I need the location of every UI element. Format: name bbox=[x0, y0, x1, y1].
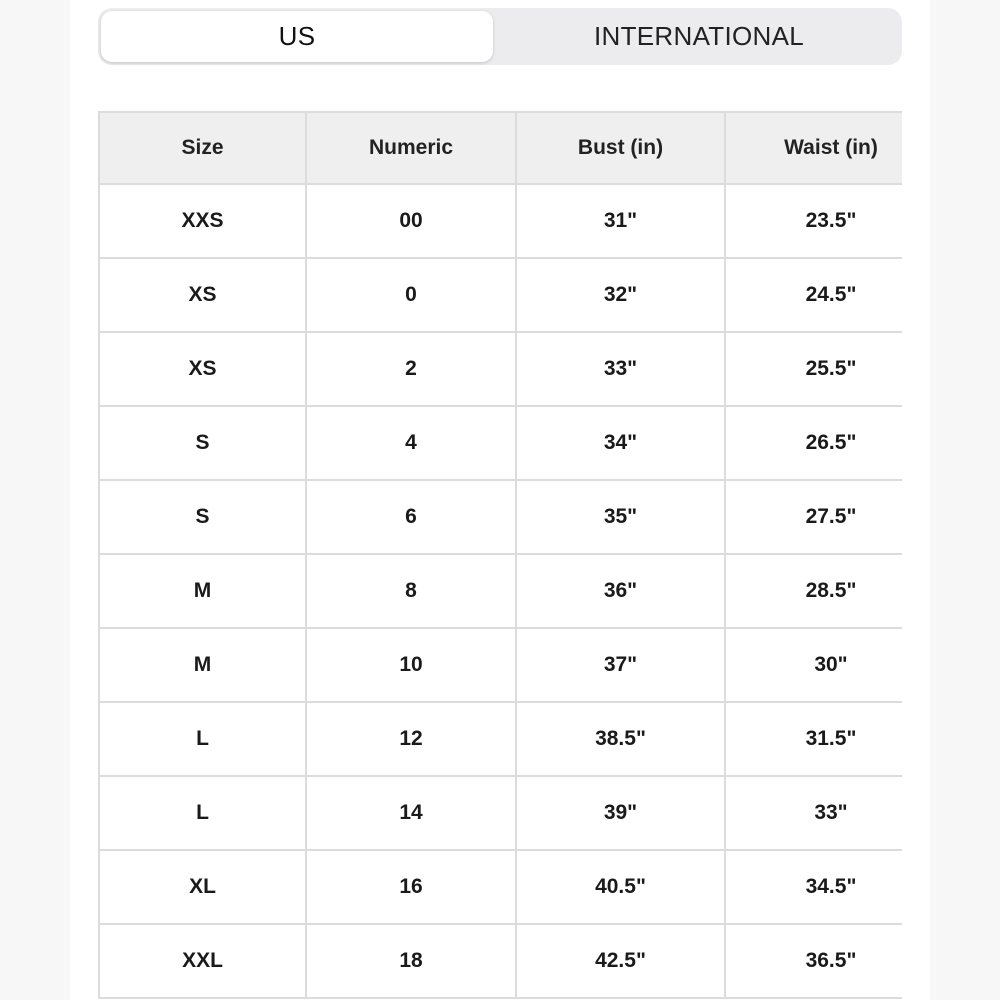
size-cell: M bbox=[99, 628, 306, 702]
numeric-cell: 12 bbox=[306, 702, 516, 776]
size-cell: XS bbox=[99, 332, 306, 406]
table-row bbox=[99, 924, 902, 998]
size-cell: XL bbox=[99, 850, 306, 924]
table-row bbox=[99, 702, 902, 776]
table-row bbox=[99, 850, 902, 924]
table-row bbox=[99, 480, 902, 554]
size-cell: S bbox=[99, 480, 306, 554]
size-cell: XS bbox=[99, 258, 306, 332]
waist-cell: 33" bbox=[725, 776, 902, 850]
table-row bbox=[99, 628, 902, 702]
tab-us[interactable]: US bbox=[101, 11, 493, 62]
waist-cell: 28.5" bbox=[725, 554, 902, 628]
bust-cell: 34" bbox=[516, 406, 725, 480]
size-cell: L bbox=[99, 776, 306, 850]
region-segmented-control bbox=[98, 8, 902, 65]
bust-cell: 36" bbox=[516, 554, 725, 628]
waist-cell: 25.5" bbox=[725, 332, 902, 406]
numeric-cell: 14 bbox=[306, 776, 516, 850]
header-waist: Waist (in) bbox=[725, 112, 902, 184]
waist-cell: 34.5" bbox=[725, 850, 902, 924]
numeric-cell: 6 bbox=[306, 480, 516, 554]
numeric-cell: 8 bbox=[306, 554, 516, 628]
bust-cell: 32" bbox=[516, 258, 725, 332]
waist-cell: 27.5" bbox=[725, 480, 902, 554]
numeric-cell: 16 bbox=[306, 850, 516, 924]
bust-cell: 40.5" bbox=[516, 850, 725, 924]
size-table-container[interactable] bbox=[98, 111, 902, 1000]
table-header-row bbox=[99, 112, 902, 184]
bust-cell: 38.5" bbox=[516, 702, 725, 776]
bust-cell: 35" bbox=[516, 480, 725, 554]
table-row bbox=[99, 554, 902, 628]
table-row bbox=[99, 406, 902, 480]
header-numeric: Numeric bbox=[306, 112, 516, 184]
table-row bbox=[99, 184, 902, 258]
numeric-cell: 4 bbox=[306, 406, 516, 480]
size-table bbox=[98, 111, 902, 999]
bust-cell: 39" bbox=[516, 776, 725, 850]
header-bust: Bust (in) bbox=[516, 112, 725, 184]
waist-cell: 23.5" bbox=[725, 184, 902, 258]
bust-cell: 37" bbox=[516, 628, 725, 702]
waist-cell: 31.5" bbox=[725, 702, 902, 776]
size-cell: M bbox=[99, 554, 306, 628]
table-row bbox=[99, 258, 902, 332]
table-row bbox=[99, 332, 902, 406]
numeric-cell: 0 bbox=[306, 258, 516, 332]
size-cell: L bbox=[99, 702, 306, 776]
table-row bbox=[99, 776, 902, 850]
header-size: Size bbox=[99, 112, 306, 184]
size-cell: XXS bbox=[99, 184, 306, 258]
numeric-cell: 2 bbox=[306, 332, 516, 406]
tab-international[interactable]: INTERNATIONAL bbox=[594, 21, 804, 51]
numeric-cell: 10 bbox=[306, 628, 516, 702]
waist-cell: 24.5" bbox=[725, 258, 902, 332]
bust-cell: 42.5" bbox=[516, 924, 725, 998]
waist-cell: 36.5" bbox=[725, 924, 902, 998]
numeric-cell: 18 bbox=[306, 924, 516, 998]
size-cell: XXL bbox=[99, 924, 306, 998]
waist-cell: 26.5" bbox=[725, 406, 902, 480]
waist-cell: 30" bbox=[725, 628, 902, 702]
numeric-cell: 00 bbox=[306, 184, 516, 258]
size-cell: S bbox=[99, 406, 306, 480]
bust-cell: 31" bbox=[516, 184, 725, 258]
table-body bbox=[99, 184, 902, 998]
bust-cell: 33" bbox=[516, 332, 725, 406]
size-chart-panel bbox=[70, 0, 930, 1000]
